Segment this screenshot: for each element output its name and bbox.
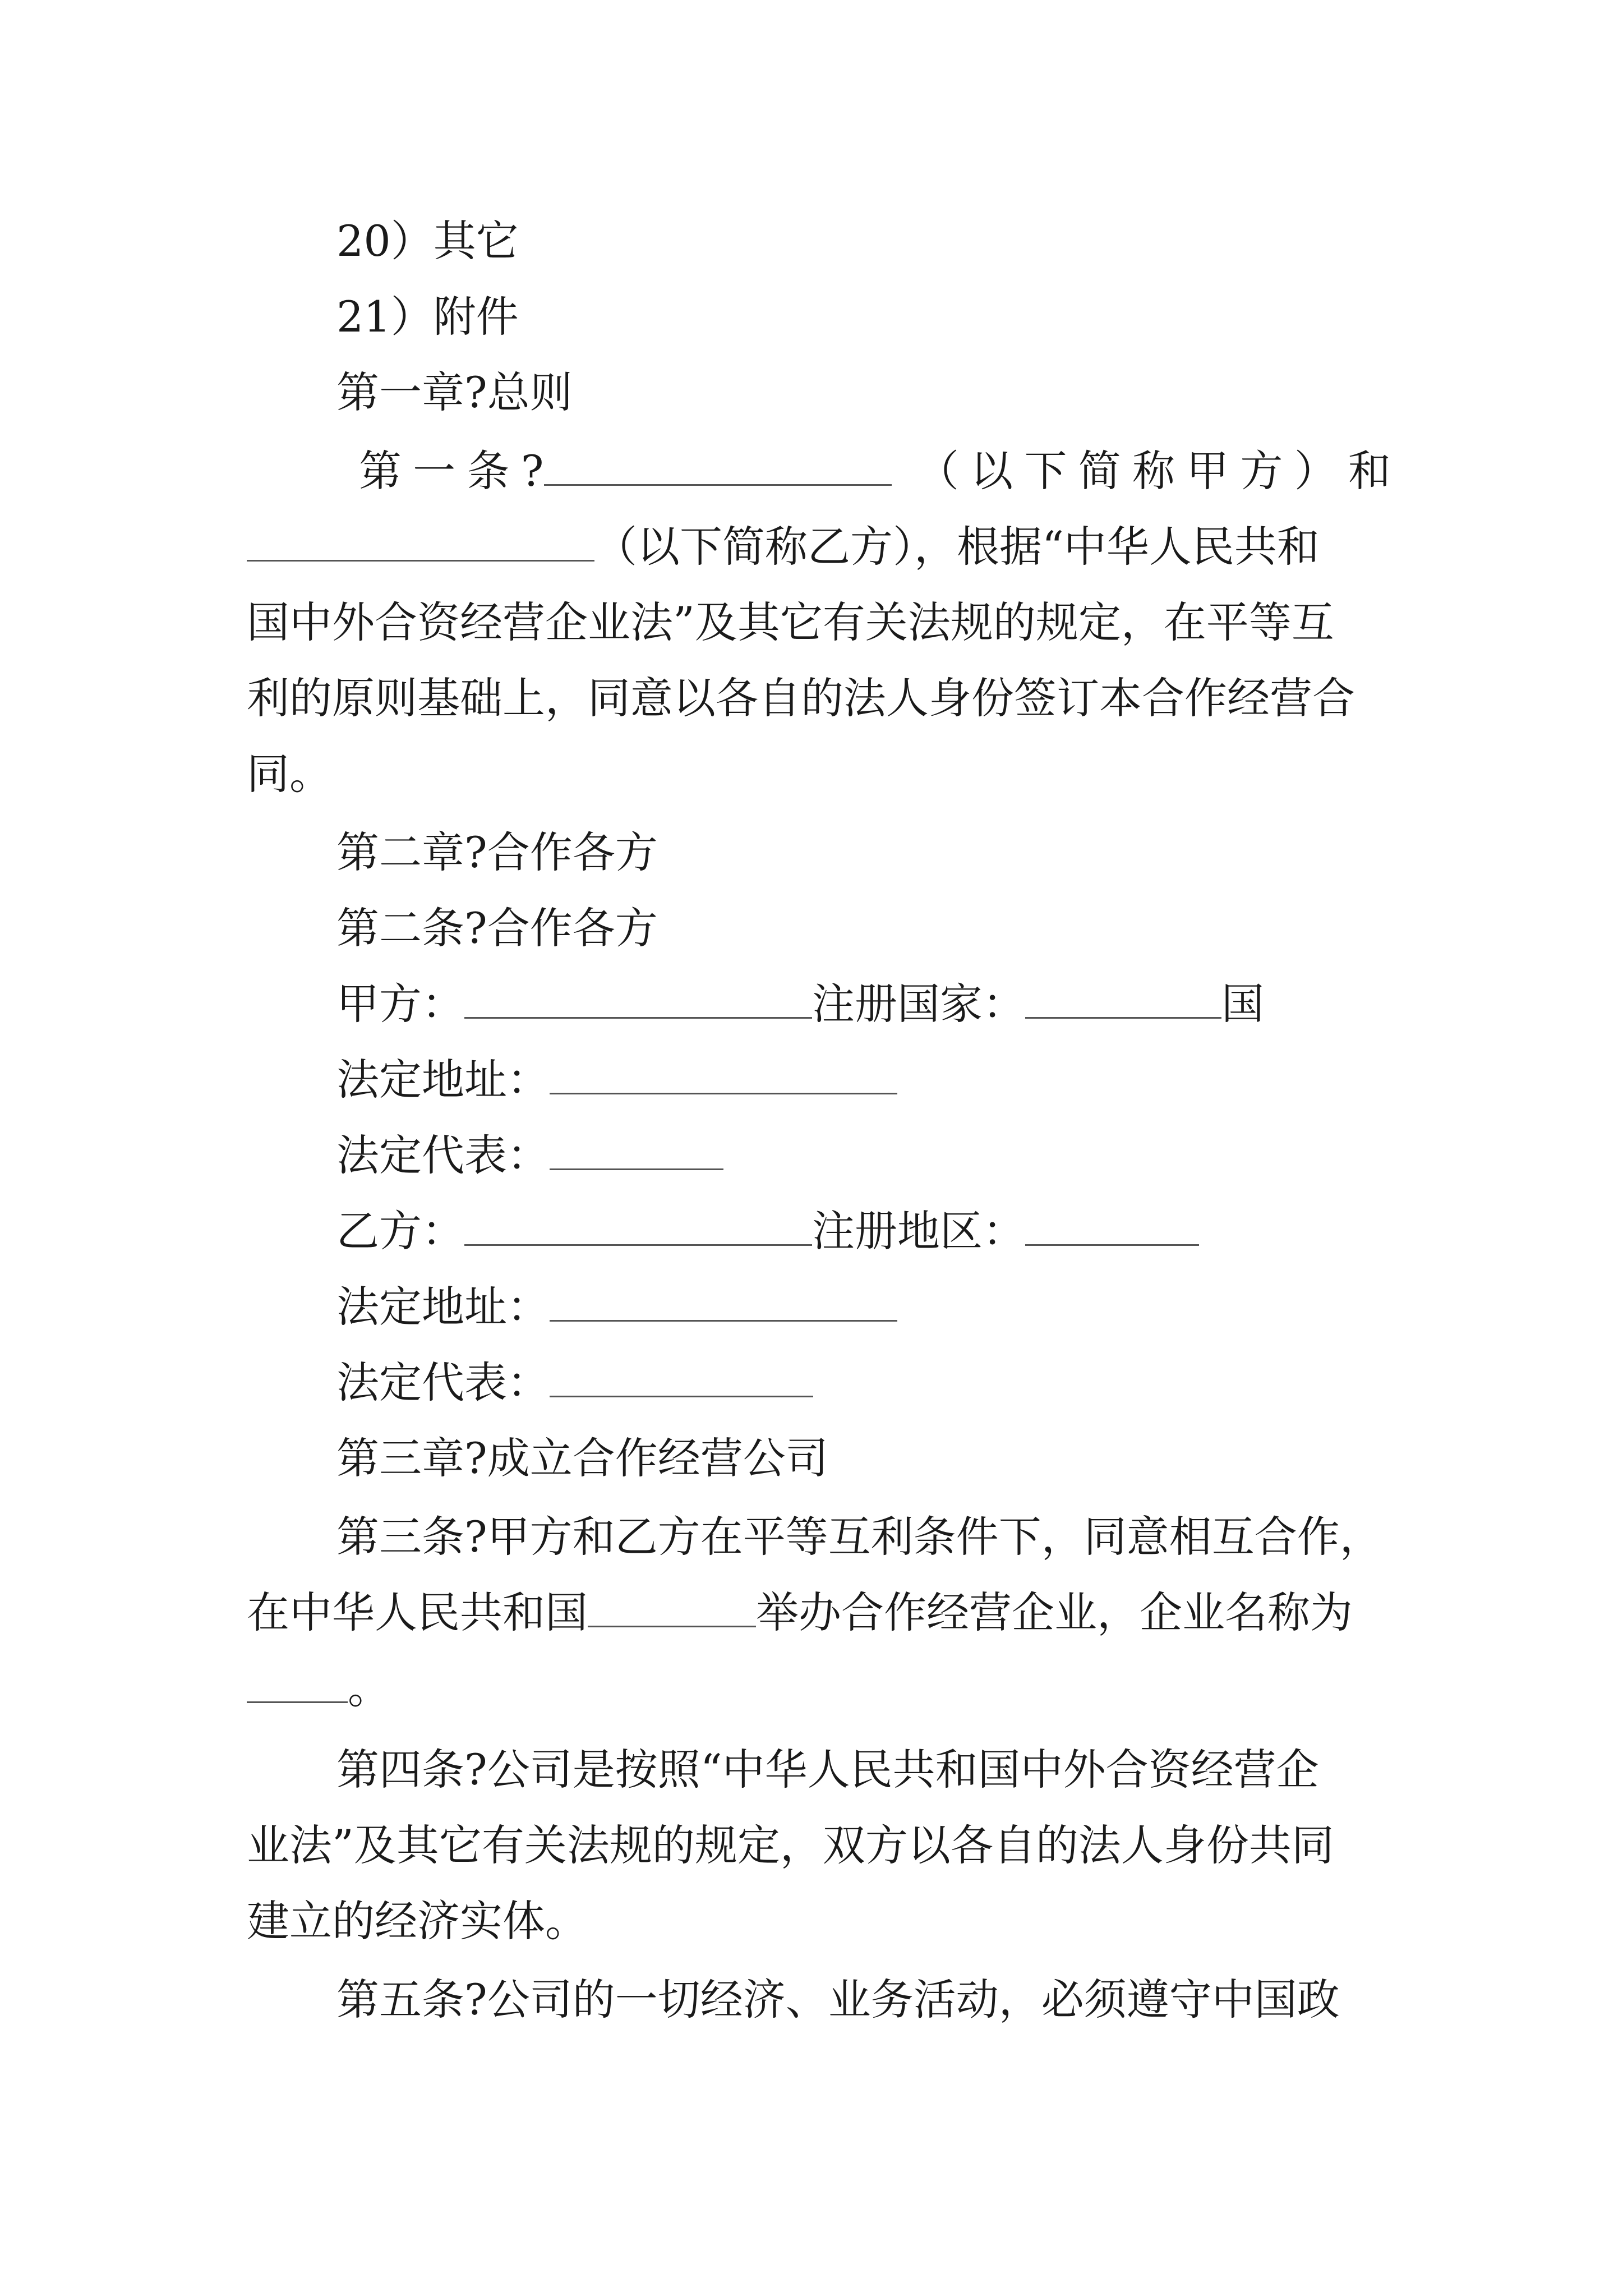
- party-a-address-line: 法定地址：: [336, 1052, 1391, 1108]
- party-b-blank: [464, 1205, 812, 1246]
- article-2-heading: 第二条?合作各方: [336, 903, 658, 953]
- company-name-blank: [247, 1662, 348, 1703]
- article-1-line-5: 同。: [247, 749, 332, 799]
- party-a-representative-blank: [550, 1129, 723, 1170]
- article-1-label: 第一条?: [359, 446, 544, 496]
- registered-region-blank: [1025, 1205, 1199, 1246]
- party-b-representative-line: 法定代表：: [336, 1355, 1391, 1411]
- article-4-line-3: 建立的经济实体。: [247, 1896, 588, 1946]
- chapter-2-heading: 第二章?合作各方: [336, 827, 658, 877]
- party-b-representative-blank: [550, 1356, 813, 1397]
- chapter-1-heading: 第一章?总则: [336, 367, 573, 417]
- party-b-line: 乙方： 注册地区：: [336, 1203, 1391, 1259]
- registered-country-blank: [1025, 978, 1221, 1019]
- article-3-line-2: 在中华人民共和国 举办合作经营企业，企业名称为: [247, 1588, 1353, 1637]
- party-b-address-blank: [550, 1281, 897, 1322]
- party-b-name-blank: [247, 521, 594, 562]
- article-1-line-3: 国中外合资经营企业法”及其它有关法规的规定，在平等互: [247, 597, 1334, 647]
- party-a-blank: [464, 978, 812, 1019]
- article-4-line-1: 第四条?公司是按照“中华人民共和国中外合资经营企: [336, 1745, 1319, 1795]
- article-4-line-2: 业法”及其它有关法规的规定，双方以各自的法人身份共同: [247, 1820, 1334, 1870]
- party-b-address-line: 法定地址：: [336, 1279, 1391, 1335]
- party-a-line: 甲方： 注册国家： 国: [336, 979, 1264, 1029]
- article-1-line-2: （以下简称乙方），根据“中华人民共和: [247, 519, 1391, 575]
- article-1-line-4: 利的原则基础上，同意以各自的法人身份签订本合作经营合: [247, 673, 1355, 723]
- article-3-line-3: 。: [247, 1660, 1391, 1717]
- chapter-3-heading: 第三章?成立合作经营公司: [336, 1433, 828, 1483]
- toc-item-20: 20）其它: [336, 216, 519, 266]
- article-3-line-1: 第三条?甲方和乙方在平等互利条件下，同意相互合作，: [336, 1512, 1382, 1562]
- article-1-line-1: 第一条? （以下简称甲方）和: [359, 446, 1391, 496]
- party-a-representative-line: 法定代表：: [336, 1128, 1391, 1184]
- party-a-name-blank: [544, 445, 892, 486]
- location-blank: [588, 1586, 756, 1627]
- toc-item-21: 21）附件: [336, 292, 519, 342]
- party-a-address-blank: [550, 1053, 897, 1094]
- article-5-line-1: 第五条?公司的一切经济、业务活动，必须遵守中国政: [336, 1975, 1340, 2024]
